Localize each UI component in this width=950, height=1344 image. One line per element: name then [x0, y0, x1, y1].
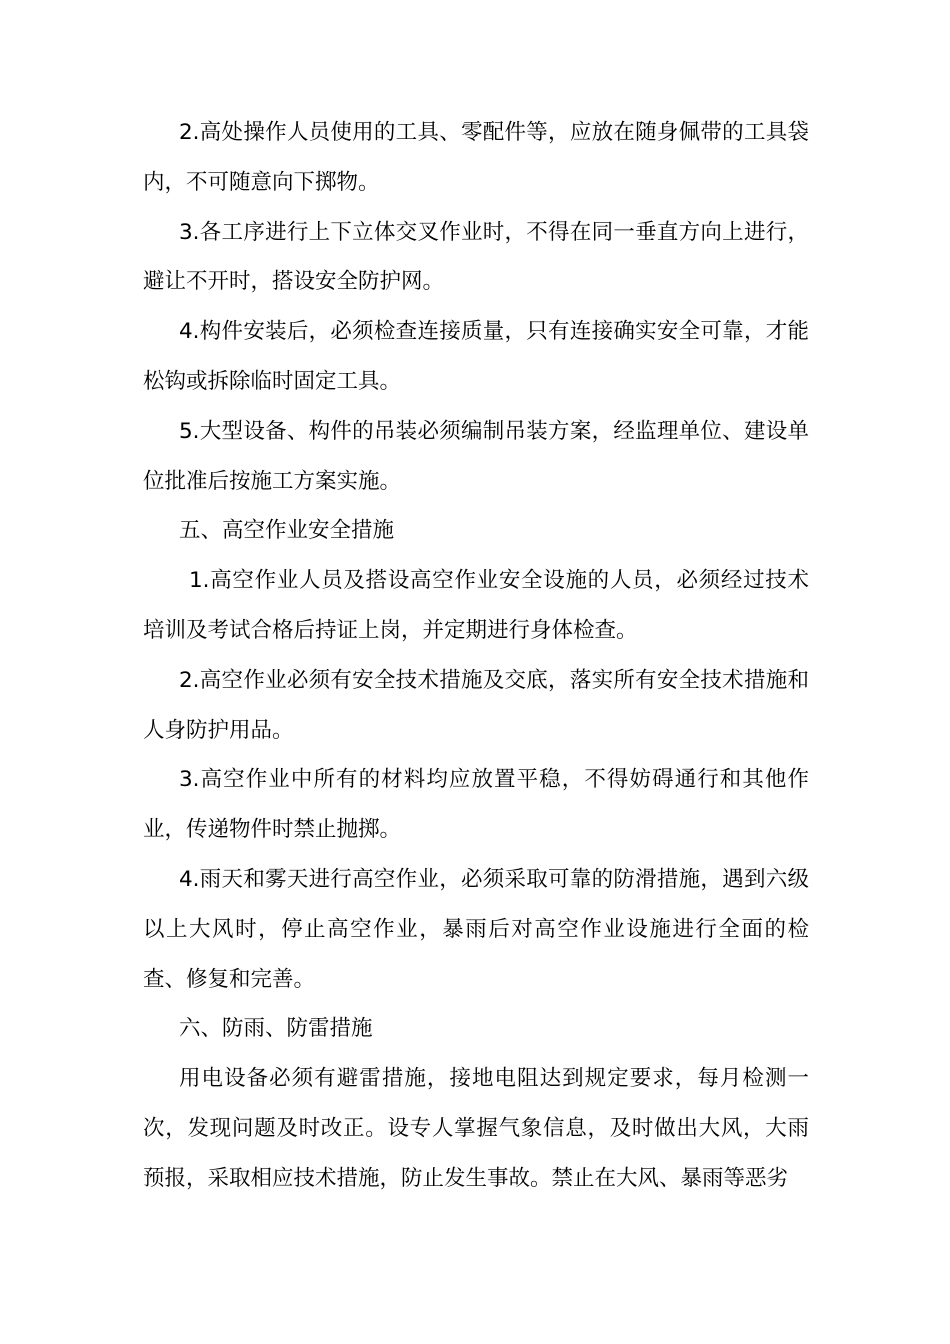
paragraph-item-5-lifting-plan: 5.大型设备、构件的吊装必须编制吊装方案，经监理单位、建设单位批准后按施工方案实施。 [143, 418, 809, 494]
section-heading-6-rain-lightning: 六、防雨、防雷措施 [179, 1016, 373, 1042]
document-page [143, 108, 809, 1204]
paragraph-item-3-cross-work: 3.各工序进行上下立体交叉作业时，不得在同一垂直方向上进行，避让不开时，搭设安全防护网。 [143, 219, 809, 295]
paragraph-item-3-materials: 3.高空作业中所有的材料均应放置平稳，不得妨碍通行和其他作业，传递物件时禁止抛掷。 [143, 767, 809, 843]
paragraph-item-4-weather: 4.雨天和雾天进行高空作业，必须采取可靠的防滑措施，遇到六级以上大风时，停止高空作业，暴雨后对高空作业设施进行全面的检查、修复和完善。 [143, 866, 809, 992]
paragraph-item-2-safety-measures: 2.高空作业必须有安全技术措施及交底，落实所有安全技术措施和人身防护用品。 [143, 667, 809, 743]
section-heading-5-high-altitude: 五、高空作业安全措施 [179, 518, 395, 544]
paragraph-item-1-personnel: 1.高空作业人员及搭设高空作业安全设施的人员，必须经过技术培训及考试合格后持证上岗，并定期进行身体检查。 [143, 568, 809, 643]
paragraph-body-lightning-protection: 用电设备必须有避雷措施，接地电阻达到规定要求，每月检测一次，发现问题及时改正。设专人掌握气象信息，及时做出大风，大雨预报，采取相应技术措施，防止发生事故。禁止在大风、暴雨等恶劣 [143, 1066, 809, 1191]
paragraph-item-4-component-install: 4.构件安装后，必须检查连接质量，只有连接确实安全可靠，才能松钩或拆除临时固定工具。 [143, 319, 809, 394]
paragraph-item-2-tools: 2.高处操作人员使用的工具、零配件等，应放在随身佩带的工具袋内，不可随意向下掷物。 [143, 120, 809, 195]
